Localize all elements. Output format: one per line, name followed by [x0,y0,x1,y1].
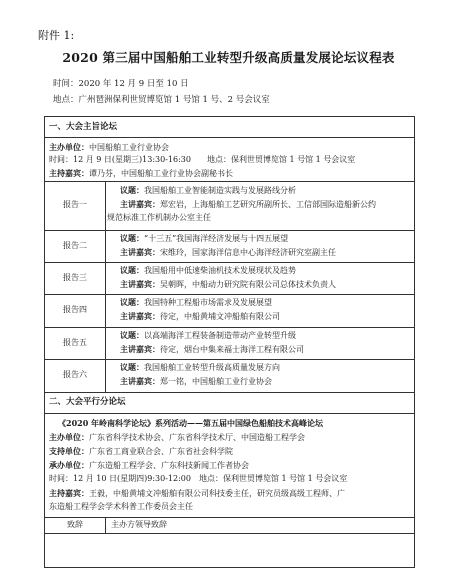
forum-time-place: 时间：12 月 10 日(星期四)9:30-12:00 地点：保利世贸博览馆 1 号馆 1 号会议室 [49,474,348,483]
divider [45,181,414,182]
forum-presenter-cont: 东造船工程学会学术科普工作委员会主任 [49,502,193,511]
report-topic: 议题：以高端海洋工程装备制造带动产业转型升级 [120,330,296,340]
report-label: 报告一 [63,200,87,209]
attachment-label: 附件 1: [38,29,75,42]
divider [45,533,414,534]
report-speaker: 主讲嘉宾：郑宏岩，上海船舶工艺研究所副所长、工信部国际造船新公约 [120,199,376,209]
column-divider [105,181,106,392]
column-divider [105,517,106,533]
section1-title: 一、大会主旨论坛 [49,122,118,132]
divider [45,413,414,414]
report-topic: 议题：我国船舶工业转型升级高质量发展方向 [120,362,280,372]
report-speaker-cont: 规范标准工作机制办公室主任 [107,213,211,222]
report-topic: 议题：我国特种工程船市场需求及发展展望 [120,297,272,307]
forum-support: 支持单位：广东省工商业联合会、广东省社会科学院 [49,446,233,456]
report-speaker: 主讲嘉宾：吴朝晖，中船动力研究院有限公司总体技术负责人 [120,279,336,289]
event-place: 地点：广州琶洲保利世贸博览馆 1 号馆 1 号、2 号会议室 [53,95,270,105]
report-topic: 议题：我国船用中低速柴油机技术发展现状及趋势 [120,265,296,275]
report-label: 报告六 [63,370,87,379]
section1-presenter: 主持嘉宾：谭乃芬，中国船舶工业行业协会副秘书长 [49,168,233,178]
report-speaker: 主讲嘉宾：待定，中船黄埔文冲船舶有限公司 [120,311,280,321]
report-label: 报告四 [63,305,87,314]
divider [45,230,414,231]
closing-text: 主办方领导致辞 [111,520,167,529]
divider [45,392,414,393]
divider [45,262,414,263]
forum-host: 主办单位：广东省科学技术协会、广东省科学技术厅、中国造船工程学会 [49,432,305,442]
divider [45,294,414,295]
report-label: 报告二 [63,241,87,250]
report-speaker: 主讲嘉宾：待定，烟台中集来福士海洋工程有限公司 [120,344,304,354]
report-label: 报告三 [63,273,87,282]
agenda-table [44,116,415,568]
report-topic: 议题：“十三五”我国海洋经济发展与十四五展望 [120,233,289,243]
divider [45,137,414,138]
report-topic: 议题：我国船舶工业智能制造实践与发展路线分析 [120,185,296,195]
section1-host: 主办单位：中国船舶工业行业协会 [49,142,169,152]
divider [45,517,414,518]
report-label: 报告五 [63,338,87,347]
divider [45,359,414,360]
forum-organizer: 承办单位：广东造船工程学会、广东科技新闻工作者协会 [49,460,249,470]
section2-title: 二、大会平行分论坛 [49,397,126,407]
divider [45,327,414,328]
event-time: 时间：2020 年 12 月 9 日至 10 日 [53,79,189,89]
forum-presenter: 主持嘉宾：王毅，中船黄埔文冲船舶有限公司科技委主任，研究员级高级工程师、广 [49,488,345,498]
page-title: 2020 第三届中国船舶工业转型升级高质量发展论坛议程表 [62,50,395,65]
report-speaker: 主讲嘉宾：郑一铭，中国船舶工业行业协会 [120,376,272,386]
closing-label: 致辞 [67,520,83,529]
section1-time-place: 时间：12 月 9 日(星期三)13:30-16:30 地点：保利世贸博览馆 1 号馆 1 号会议室 [49,155,356,164]
report-speaker: 主讲嘉宾：宋维玲，国家海洋信息中心海洋经济研究室副主任 [120,247,336,257]
forum-title: 《2020 年岭南科学论坛》系列活动——第五届中国绿色船舶技术高峰论坛 [58,418,324,428]
